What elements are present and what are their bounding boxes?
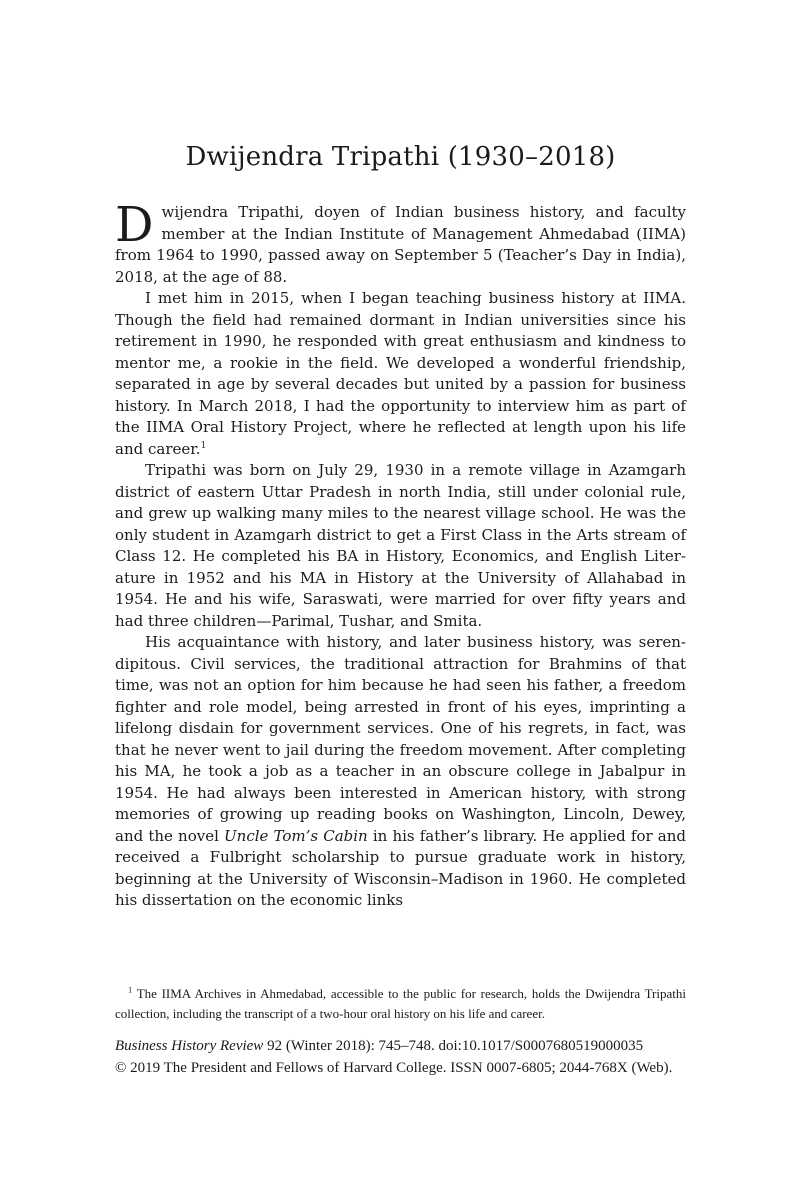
citation-line-1 [115,1035,686,1057]
citation-line-1-rest: 92 (Winter 2018): 745–748. doi:10.1017/S0007680519000035 [263,1038,644,1054]
paragraph-4 [115,632,686,912]
obituary-body [115,197,686,912]
footnote [115,984,686,1024]
footnote-marker: 1 [128,984,133,995]
paragraph-4-text-before: His acquaintance with history, and later business history, was serendipitous. Civil services, the traditional attraction for Brahmins of that time, was not an option for him because he had seen his father, a freedom fighter and role model, being arrested in front of his eyes, imprinting a lifelong disdain for government services. One of his regrets, in fact, was that he never went to jail during the freedom movement. After completing his MA, he took a job as a teacher in an obscure college in Jabalpur in 1954. He had always been interested in American history, with strong memories of growing up reading books on Washington, Lincoln, Dewey, and the novel [115,633,686,845]
citation-line-2: © 2019 The President and Fellows of Harvard College. ISSN 0007-6805; 2044-768X (Web). [115,1060,673,1076]
page-title: Dwijendra Tripathi (1930–2018) [185,142,616,172]
paragraph-2 [115,288,686,460]
paragraph-2-text: I met him in 2015, when I began teaching business history at IIMA. Though the field had remained dormant in Indian universities since his retirement in 1990, he responded with great enthusiasm and kindness to mentor me, a rookie in the field. We developed a wonderful friendship, separated in age by several decades but united by a passion for business history. In March 2018, I had the opportunity to interview him as part of the IIMA Oral History Project, where he reflected at length upon his life and career. [115,289,686,458]
footnote-ref-superscript[interactable]: 1 [200,439,207,451]
paragraph-3-text: Tripathi was born on July 29, 1930 in a remote village in Azamgarh district of eastern Uttar Pradesh in north India, still under colonial rule, and grew up walking many miles to the nearest village school. He was the only student in Azamgarh district to get a First Class in the Arts stream of Class 12. He completed his BA in History, Economics, and English Literature in 1952 and his MA in History at the University of Allahabad in 1954. He and his wife, Saraswati, were married for over fifty years and had three children—Parimal, Tushar, and Smita. [115,461,686,630]
paragraph-1 [115,197,686,288]
journal-name-italic: Business History Review [115,1038,264,1054]
citation [115,1035,686,1079]
paragraph-4-text-after: in his father’s library. He applied for and received a Fulbright scholarship to pursue graduate work in history, beginning at the University of Wisconsin–Madison in 1960. He completed his dissertation on the economic links [115,826,686,909]
paragraph-1-text: wijendra Tripathi, doyen of Indian business history, and faculty member at the Indian Institute of Management Ahmedabad (IIMA) from 1964 to 1990, passed away on September 5 (Teacher’s Day in India), 2018, at the age of 88. [115,203,686,286]
drop-cap: D [115,197,154,253]
book-title-italic: Uncle Tom’s Cabin [224,826,368,845]
paragraph-3 [115,460,686,632]
footnote-text: The IIMA Archives in Ahmedabad, accessible to the public for research, holds the Dwijendra Tripathi collection, including the transcript of a two-hour oral history on his life and career. [115,986,686,1021]
